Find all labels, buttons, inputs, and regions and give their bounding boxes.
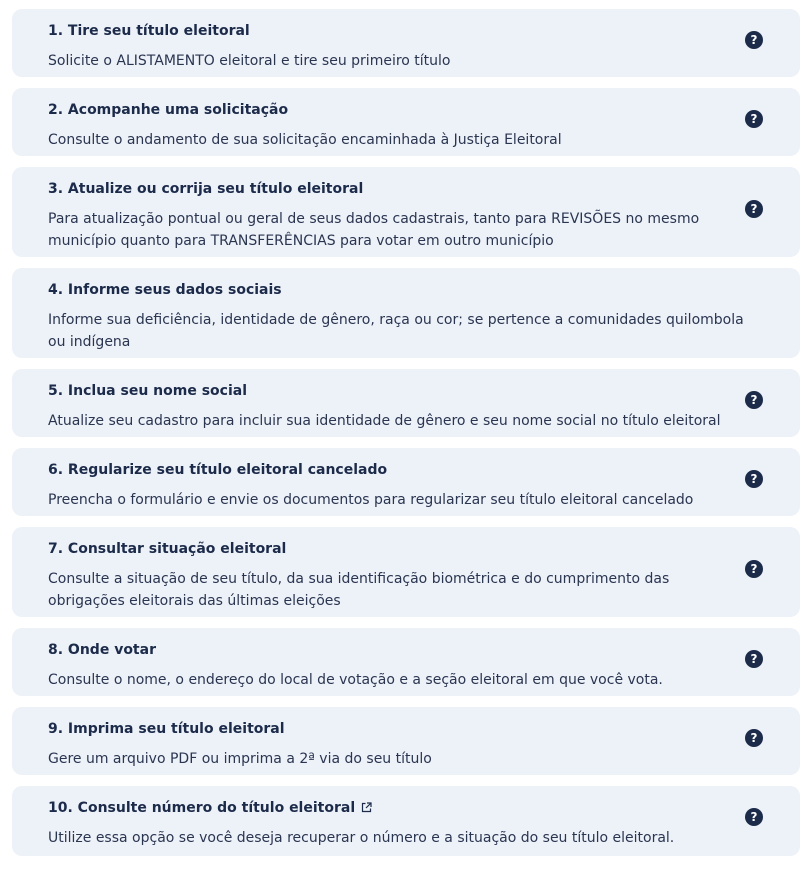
service-title: 6. Regularize seu título eleitoral cancelado: [48, 462, 388, 478]
service-title: 4. Informe seus dados sociais: [48, 282, 282, 298]
service-title: 10. Consulte número do título eleitoral: [48, 800, 356, 816]
service-card-8[interactable]: [12, 628, 800, 696]
service-title: 1. Tire seu título eleitoral: [48, 23, 250, 39]
service-title: 5. Inclua seu nome social: [48, 383, 248, 399]
question-circle-icon[interactable]: ?: [745, 808, 763, 826]
service-title: 9. Imprima seu título eleitoral: [48, 721, 285, 737]
external-link-icon: [361, 800, 372, 818]
service-description: Informe sua deficiência, identidade de gênero, raça ou cor; se pertence a comunidades quilombola ou indígena: [48, 312, 744, 350]
service-description: Consulte o nome, o endereço do local de votação e a seção eleitoral em que você vota.: [48, 672, 663, 688]
service-card-5[interactable]: [12, 369, 800, 437]
question-circle-icon[interactable]: ?: [745, 560, 763, 578]
question-circle-icon[interactable]: ?: [745, 470, 763, 488]
question-circle-icon[interactable]: ?: [745, 110, 763, 128]
service-card-10[interactable]: [12, 786, 800, 856]
question-circle-icon[interactable]: ?: [745, 650, 763, 668]
question-circle-icon[interactable]: ?: [745, 200, 763, 218]
service-description: Gere um arquivo PDF ou imprima a 2ª via do seu título: [48, 751, 432, 767]
question-circle-icon[interactable]: ?: [745, 31, 763, 49]
service-card-4[interactable]: [12, 268, 800, 358]
service-description: Consulte o andamento de sua solicitação encaminhada à Justiça Eleitoral: [48, 132, 562, 148]
question-circle-icon[interactable]: ?: [745, 729, 763, 747]
service-title: 3. Atualize ou corrija seu título eleitoral: [48, 181, 364, 197]
service-card-1[interactable]: [12, 9, 800, 77]
service-card-2[interactable]: [12, 88, 800, 156]
service-card-9[interactable]: [12, 707, 800, 775]
service-title: 8. Onde votar: [48, 642, 156, 658]
service-description: Solicite o ALISTAMENTO eleitoral e tire seu primeiro título: [48, 53, 451, 69]
service-card-3[interactable]: [12, 167, 800, 257]
service-title: 7. Consultar situação eleitoral: [48, 541, 287, 557]
service-card-7[interactable]: [12, 527, 800, 617]
service-title: 2. Acompanhe uma solicitação: [48, 102, 289, 118]
question-circle-icon[interactable]: ?: [745, 391, 763, 409]
service-description: Consulte a situação de seu título, da sua identificação biométrica e do cumprimento das obrigações eleitorais das últimas eleições: [48, 571, 670, 609]
service-description: Preencha o formulário e envie os documentos para regularizar seu título eleitoral cancelado: [48, 492, 694, 508]
service-card-6[interactable]: [12, 448, 800, 516]
service-title-row: [48, 799, 372, 818]
service-description: Atualize seu cadastro para incluir sua identidade de gênero e seu nome social no título eleitoral: [48, 413, 721, 429]
service-description: Para atualização pontual ou geral de seus dados cadastrais, tanto para REVISÕES no mesmo município quanto para TRANSFERÊNCIAS para votar em outro município: [48, 211, 700, 249]
service-description: Utilize essa opção se você deseja recuperar o número e a situação do seu título eleitoral.: [48, 830, 675, 846]
